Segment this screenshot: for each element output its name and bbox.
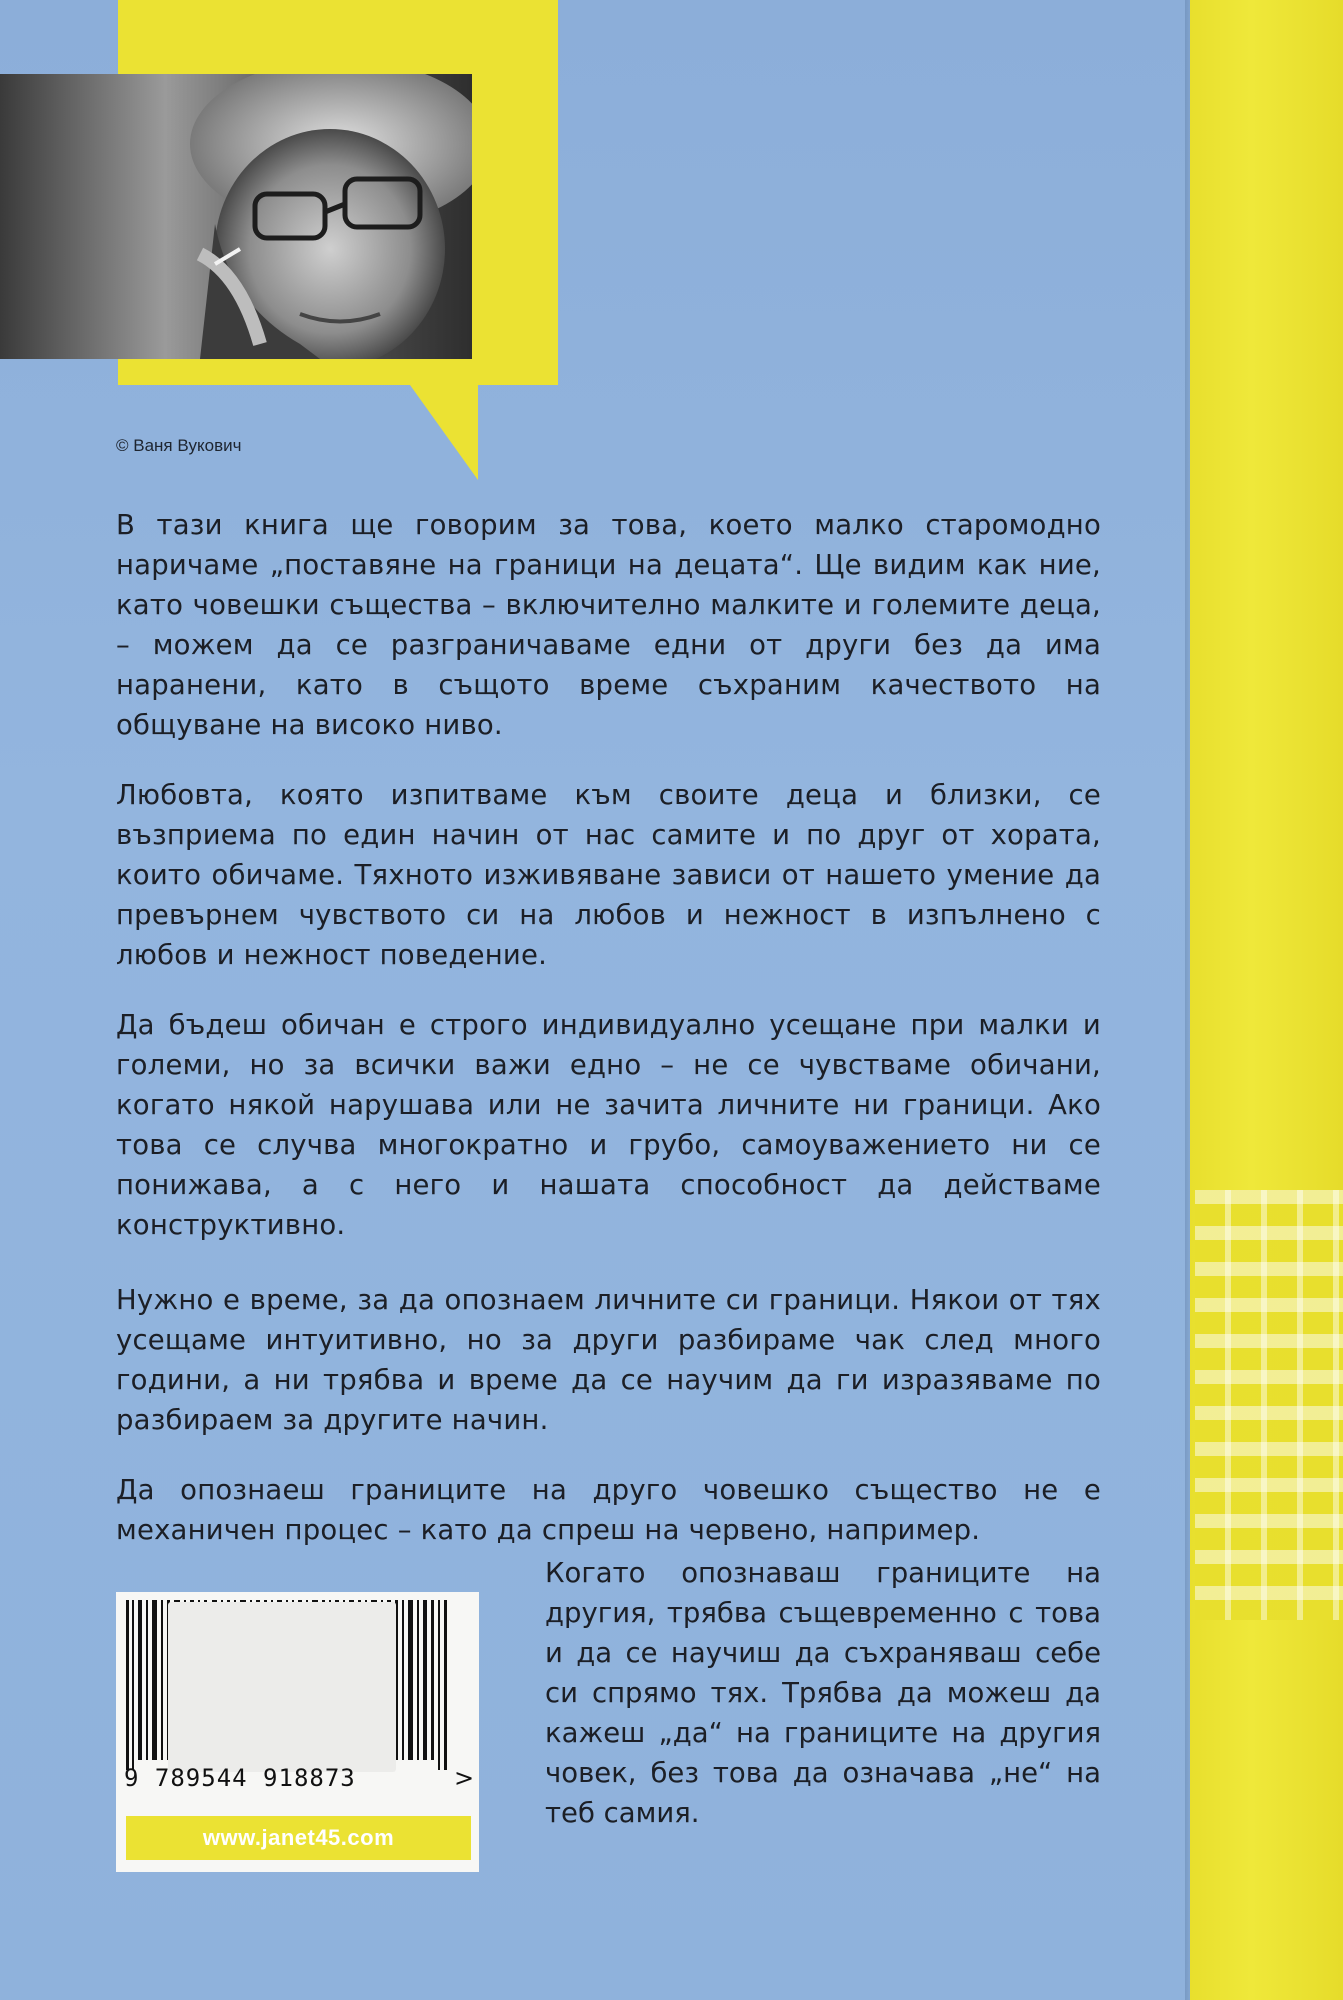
- spine-stripe-pattern-vertical: [1195, 1190, 1343, 1620]
- paragraph-5-start: Да опознаеш границите на друго човешко същество не е механичен процес – като да спреш на червено, например.: [116, 1474, 1101, 1546]
- price-sticker: [168, 1602, 396, 1772]
- barcode-quiet-zone-arrow: >: [454, 1764, 475, 1792]
- author-photo: [0, 74, 472, 359]
- yellow-spine: [1190, 0, 1343, 2000]
- paragraph-4: Нужно е време, за да опознаем личните си граници. Някои от тях усещаме интуитивно, но за други разбираме чак след много години, а ни трябва и време да се научим да ги изразяваме по разбираем за другите начин.: [116, 1284, 1101, 1436]
- photo-credit: © Ваня Вукович: [116, 436, 242, 455]
- paragraph-5-continued: Когато опознаваш границите на другия, трябва същевременно с това и да се научиш да съхраняваш себе си спрямо тях. Трябва да можеш да кажеш „да“ на границите на другия човек, без това да означава „не“ на теб самия.: [545, 1557, 1101, 1829]
- paragraph-1: В тази книга ще говорим за това, което малко старомодно наричаме „поставяне на граници на децата“. Ще видим как ние, като човешки същества – включително малките и големите деца, – можем да се разграничаваме едни от други без да има наранени, като в същото време съхраним качеството на общуване на високо ниво.: [116, 509, 1101, 741]
- author-portrait-image: [0, 74, 472, 359]
- barcode-panel: [116, 1592, 479, 1872]
- isbn-digits: 9 789544 918873: [124, 1764, 356, 1792]
- paragraph-2: Любовта, която изпитваме към своите деца и близки, се възприема по един начин от нас самите и по друг от хората, които обичаме. Тяхното изживяване зависи от нашето умение да превърнем чувството си на любов и нежност в изпълнено с любов и нежност поведение.: [116, 779, 1101, 971]
- paragraph-3: Да бъдеш обичан е строго индивидуално усещане при малки и големи, но за всички важи едно – не се чувстваме обичани, когато някой нарушава или не зачита личните ни граници. Ако това се случва многократно и грубо, самоуважението ни се понижава, а с него и нашата способност да действаме конструктивно.: [116, 1009, 1101, 1241]
- publisher-url: www.janet45.com: [126, 1816, 471, 1860]
